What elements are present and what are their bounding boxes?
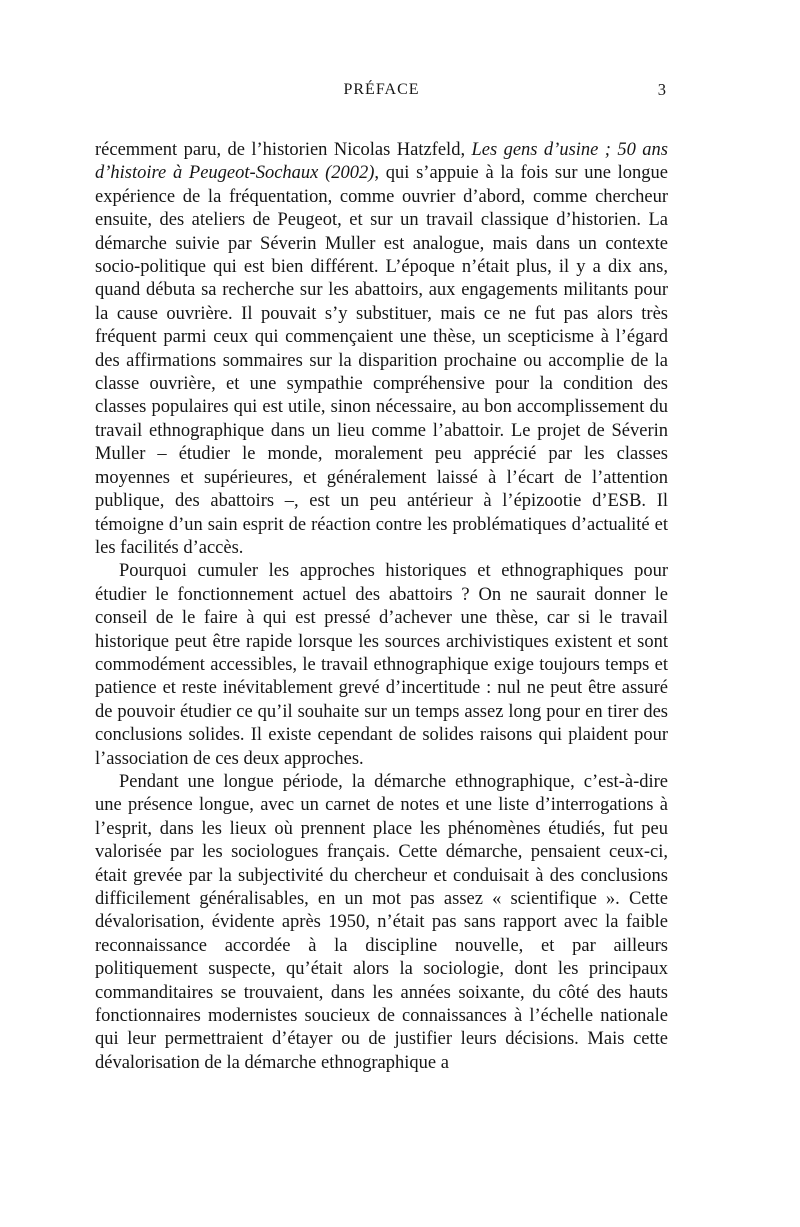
running-head-title: PRÉFACE: [343, 81, 420, 98]
paragraph: [95, 560, 668, 771]
paragraph: [95, 771, 668, 1075]
text-segment: , qui s’appuie à la fois sur une longue expérience de la fréquentation, comme ouvrier d’abord, comme chercheur ensuite, des ateliers de Peugeot, et sur un travail classique d’historien. La démarche suivie par Séverin Muller est analogue, mais dans un contexte socio-politique qui est bien différent. L’époque n’était plus, il y a dix ans, quand débuta sa recherche sur les abattoirs, aux engagements militants pour la cause ouvrière. Il pouvait s’y substituer, mais ce ne fut pas alors très fréquent parmi ceux qui commençaient une thèse, un scepticisme à l’égard des affirmations sommaires sur la disparition prochaine ou accomplie de la classe ouvrière, et une sympathie compréhensive pour la condition des classes populaires qui est utile, sinon nécessaire, au bon accomplissement du travail ethnographique dans un lieu comme l’abattoir. Le projet de Séverin Muller – étudier le monde, moralement peu apprécié par les classes moyennes et supérieures, et généralement laissé à l’écart de l’attention publique, des abattoirs –, est un peu antérieur à l’épizootie d’ESB. Il témoigne d’un sain esprit de réaction contre les problématiques d’actualité et les facilités d’accès.: [95, 163, 668, 558]
text-segment: Pourquoi cumuler les approches historiques et ethnographiques pour étudier le fonctionnement actuel des abattoirs ? On ne saurait donner le conseil de le faire à qui est pressé d’achever une thèse, car si le travail historique peut être rapide lorsque les sources archivistiques existent et sont commodément accessibles, le travail ethnographique exige toujours temps et patience et reste inévitablement grevé d’incertitude : nul ne peut être assuré de pouvoir étudier ce qu’il souhaite sur un temps assez long pour en tirer des conclusions solides. Il existe cependant de solides raisons qui plaident pour l’association de ces deux approches.: [95, 561, 668, 769]
page-content: [95, 82, 668, 1075]
body-text: [95, 139, 668, 1075]
paragraph: [95, 139, 668, 560]
text-segment: récemment paru, de l’historien Nicolas Hatzfeld,: [95, 140, 472, 160]
page-number: 3: [657, 80, 666, 99]
running-header: [95, 82, 668, 98]
book-title-italic: Les gens d’usine ; 50 ans d’histoire à Peugeot-Sochaux (2002): [95, 140, 668, 184]
text-segment: Pendant une longue période, la démarche ethnographique, c’est-à-dire une présence longue, avec un carnet de notes et une liste d’interrogations à l’esprit, dans les lieux où prennent place les phénomènes étudiés, fut peu valorisée par les sociologues français. Cette démarche, pensaient ceux-ci, était grevée par la subjectivité du chercheur et conduisait à des conclusions difficilement généralisables, en un mot pas assez « scientifique ». Cette dévalorisation, évidente après 1950, n’était pas sans rapport avec la faible reconnaissance accordée à la discipline nouvelle, et par ailleurs politiquement suspecte, qu’était alors la sociologie, dont les principaux commanditaires se trouvaient, dans les années soixante, du côté des hauts fonctionnaires modernistes soucieux de connaissances à l’échelle nationale qui leur permettraient d’étayer ou de justifier leurs décisions. Mais cette dévalorisation de la démarche ethnographique a: [95, 771, 668, 1073]
